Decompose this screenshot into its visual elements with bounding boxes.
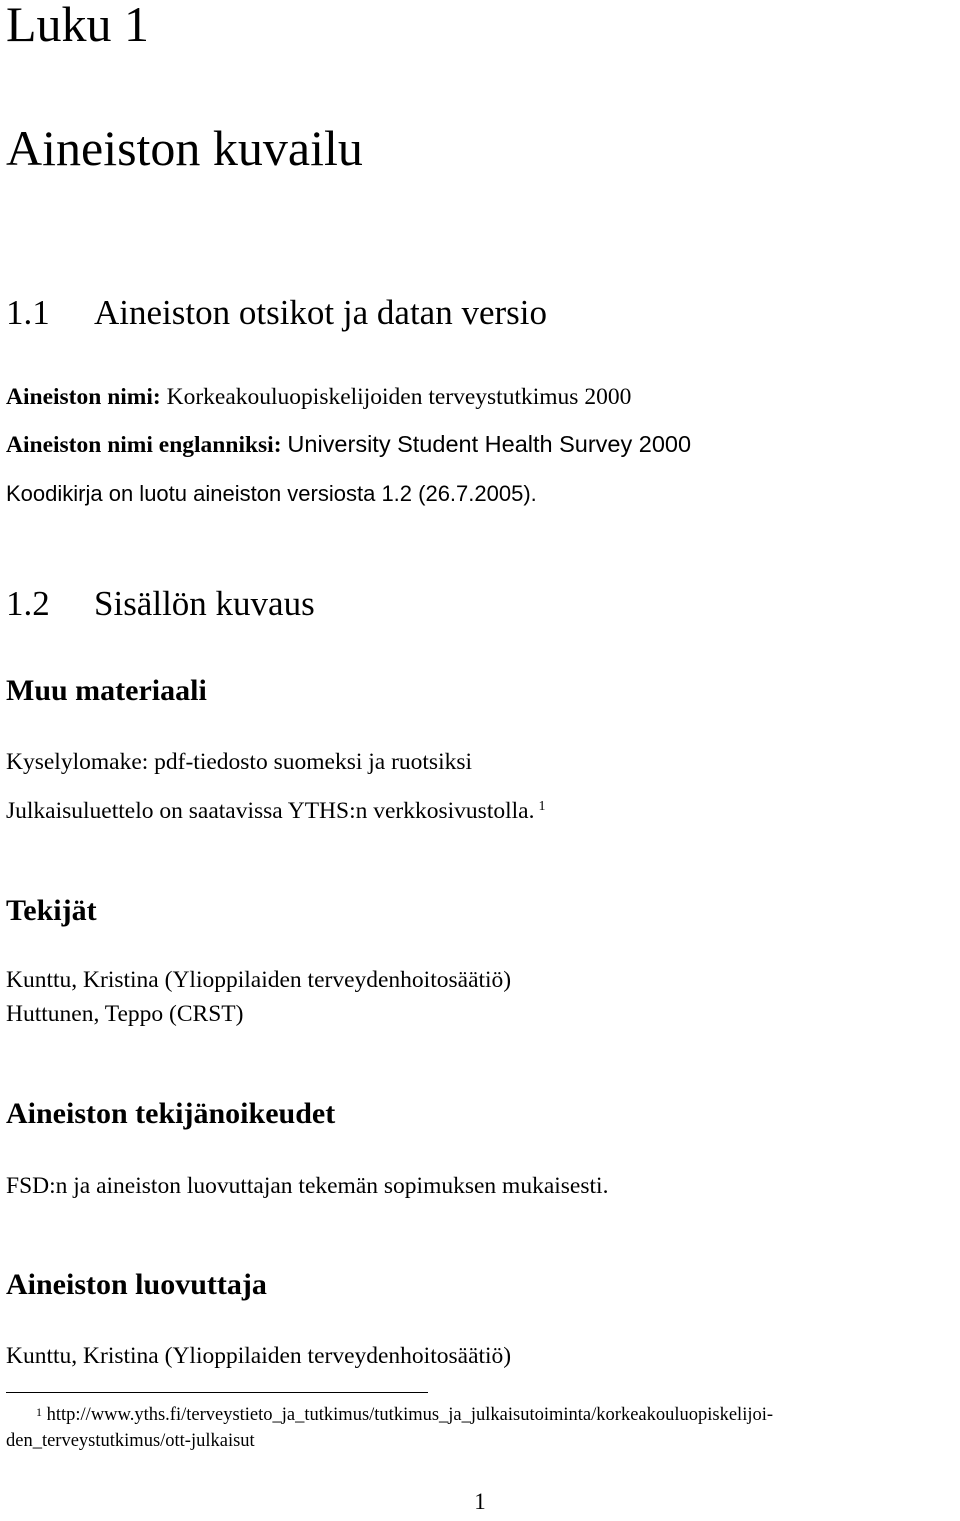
- copyright-text: FSD:n ja aineiston luovuttajan tekemän sopimuksen mukaisesti.: [6, 1173, 609, 1199]
- footnote-mark: 1: [36, 1405, 42, 1419]
- dataset-name-label: Aineiston nimi:: [6, 384, 161, 410]
- author-item: Huttunen, Teppo (CRST): [6, 1001, 244, 1027]
- section-title: Sisällön kuvaus: [94, 584, 315, 623]
- section-number: 1.1: [6, 293, 50, 332]
- section-heading-1-1: [6, 292, 547, 334]
- dataset-name-line: [6, 383, 631, 411]
- footnote-reference[interactable]: 1: [538, 799, 546, 814]
- depositor-heading: Aineiston luovuttaja: [6, 1268, 267, 1301]
- footnote-url-part-1[interactable]: http://www.yths.fi/terveystieto_ja_tutkimus/tutkimus_ja_julkaisutoiminta/korkeakouluopiskelijoi-: [46, 1405, 774, 1425]
- footnote-rule: [6, 1392, 428, 1393]
- page-number: 1: [474, 1489, 486, 1514]
- dataset-name-en-value: University Student Health Survey 2000: [287, 431, 692, 457]
- dataset-name-value: Korkeakouluopiskelijoiden terveystutkimus 2000: [166, 384, 632, 410]
- other-material-line-1: Kyselylomake: pdf-tiedosto suomeksi ja ruotsiksi: [6, 749, 473, 775]
- section-number: 1.2: [6, 584, 50, 623]
- chapter-label: Luku 1: [6, 0, 150, 52]
- section-heading-1-2: [6, 583, 315, 625]
- footnote-line-1: [36, 1403, 773, 1427]
- depositor-text: Kunttu, Kristina (Ylioppilaiden terveydenhoitosäätiö): [6, 1343, 512, 1369]
- section-title: Aineiston otsikot ja datan versio: [94, 293, 547, 332]
- chapter-title: Aineiston kuvailu: [6, 120, 363, 176]
- author-item: Kunttu, Kristina (Ylioppilaiden terveydenhoitosäätiö): [6, 967, 512, 993]
- footnote-url-part-2[interactable]: den_terveystutkimus/ott-julkaisut: [6, 1431, 255, 1451]
- publication-list-text: Julkaisuluettelo on saatavissa YTHS:n verkkosivustolla.: [6, 798, 535, 824]
- other-material-heading: Muu materiaali: [6, 674, 207, 707]
- authors-heading: Tekijät: [6, 894, 97, 927]
- copyright-heading: Aineiston tekijänoikeudet: [6, 1097, 336, 1130]
- other-material-line-2: [6, 797, 545, 825]
- dataset-name-en-line: [6, 430, 691, 459]
- codebook-version-text: Koodikirja on luotu aineiston versiosta 1.2 (26.7.2005).: [6, 481, 537, 506]
- dataset-name-en-label: Aineiston nimi englanniksi:: [6, 432, 282, 458]
